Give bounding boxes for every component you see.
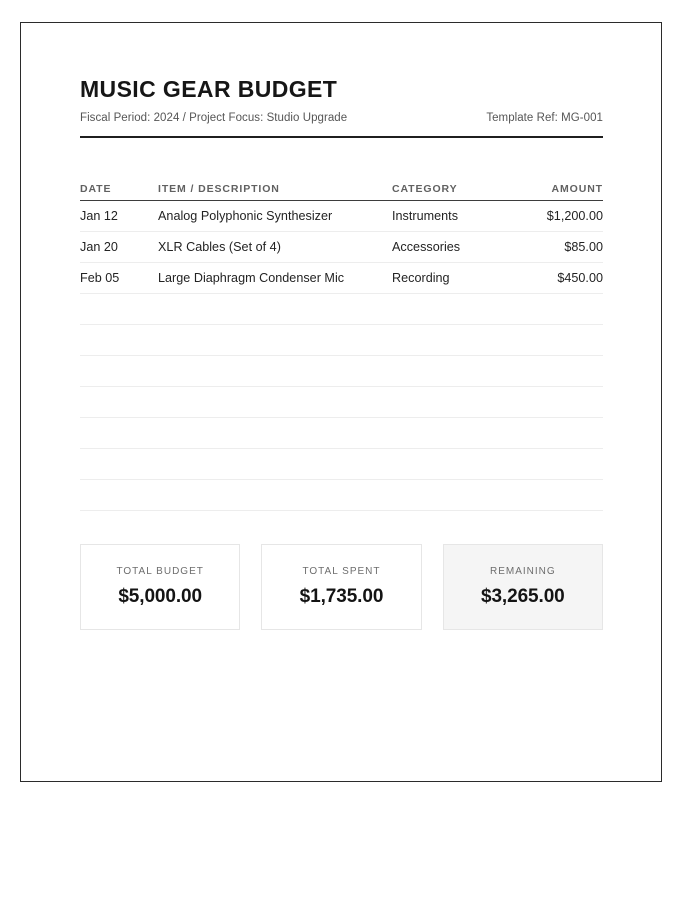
column-header-date: DATE — [80, 183, 112, 196]
budget-table — [80, 174, 603, 511]
cell-category: Instruments — [392, 209, 459, 224]
summary-card — [261, 544, 421, 630]
budget-sheet — [20, 22, 662, 782]
document-header — [80, 77, 603, 138]
summary-card-label: TOTAL SPENT — [302, 566, 381, 578]
table-row-empty[interactable] — [80, 294, 603, 325]
table-row-empty[interactable] — [80, 449, 603, 480]
summary-card — [80, 544, 240, 630]
table-row-empty[interactable] — [80, 356, 603, 387]
cell-amount: $85.00 — [564, 240, 603, 255]
template-ref-label: Template Ref: MG-001 — [486, 111, 603, 124]
summary-card-label: TOTAL BUDGET — [116, 566, 204, 578]
column-header-category: CATEGORY — [392, 183, 458, 196]
summary-card — [443, 544, 603, 630]
cell-item: XLR Cables (Set of 4) — [158, 240, 281, 255]
document-meta-row — [80, 112, 603, 126]
fiscal-period-label: Fiscal Period: 2024 / Project Focus: Studio Upgrade — [80, 111, 348, 124]
summary-card-label: REMAINING — [489, 566, 556, 578]
cell-amount: $450.00 — [557, 271, 603, 286]
table-row-empty[interactable] — [80, 325, 603, 356]
cell-date: Feb 05 — [80, 271, 120, 286]
table-header-row — [80, 174, 603, 201]
summary-card-value: $5,000.00 — [118, 586, 202, 608]
page-title: MUSIC GEAR BUDGET — [80, 76, 338, 102]
cell-item: Analog Polyphonic Synthesizer — [158, 209, 333, 224]
table-row-empty[interactable] — [80, 387, 603, 418]
table-row[interactable] — [80, 232, 603, 263]
summary-card-value: $3,265.00 — [481, 586, 565, 608]
table-body — [80, 201, 603, 511]
cell-date: Jan 12 — [80, 209, 118, 224]
cell-category: Recording — [392, 271, 450, 286]
column-header-amount: AMOUNT — [551, 183, 603, 196]
table-row-empty[interactable] — [80, 480, 603, 511]
summary-cards — [80, 544, 603, 630]
cell-item: Large Diaphragm Condenser Mic — [158, 271, 345, 286]
column-header-item: ITEM / DESCRIPTION — [158, 183, 280, 196]
table-row[interactable] — [80, 201, 603, 232]
cell-date: Jan 20 — [80, 240, 118, 255]
table-row[interactable] — [80, 263, 603, 294]
cell-amount: $1,200.00 — [546, 209, 603, 224]
sheet-content — [80, 77, 603, 630]
cell-category: Accessories — [392, 240, 461, 255]
header-divider — [80, 136, 603, 139]
summary-card-value: $1,735.00 — [299, 586, 384, 608]
table-row-empty[interactable] — [80, 418, 603, 449]
